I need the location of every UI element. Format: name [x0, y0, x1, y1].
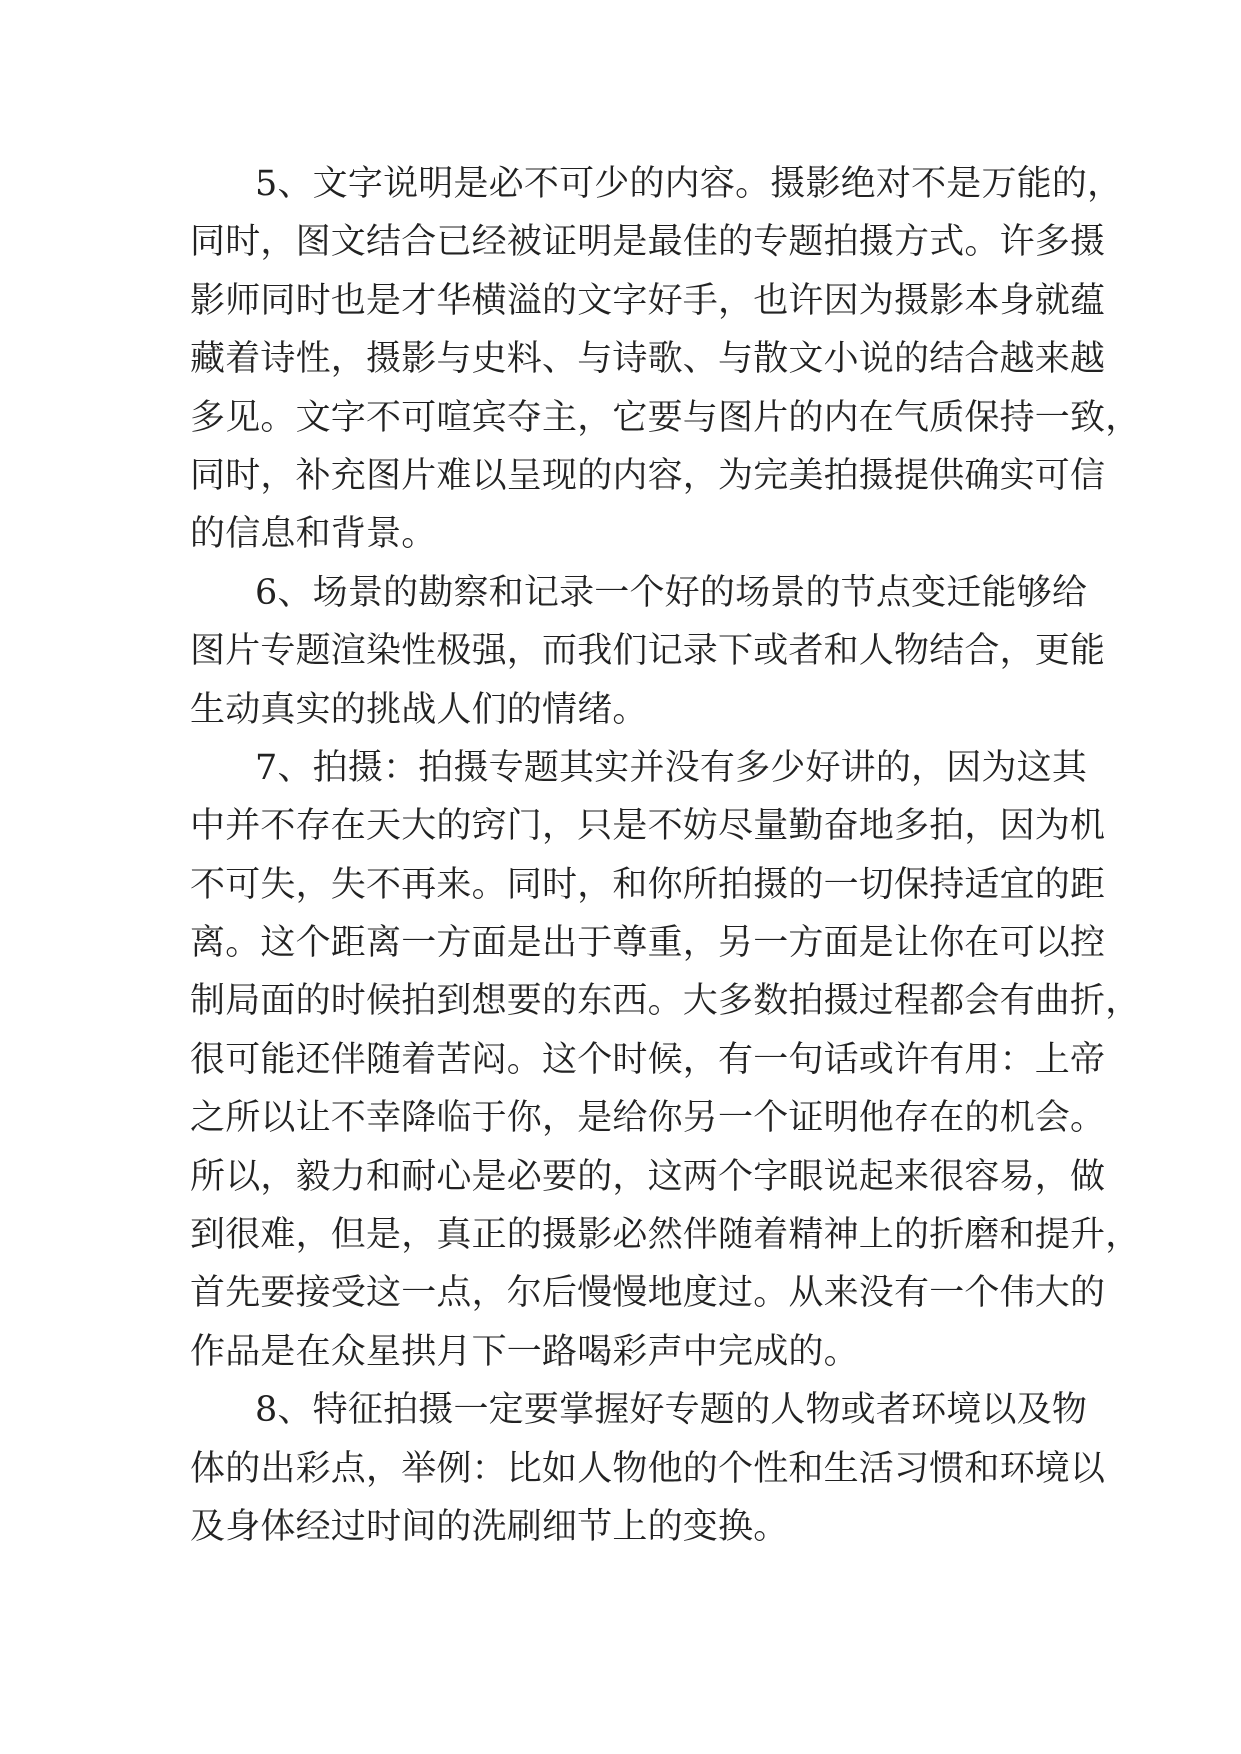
paragraph-line: 的信息和背景。 — [190, 514, 437, 555]
paragraph-line: 作品是在众星拱月下一路喝彩声中完成的。 — [190, 1331, 859, 1372]
paragraph-line: 及身体经过时间的洗刷细节上的变换。 — [190, 1506, 789, 1547]
paragraph-line: 离。这个距离一方面是出于尊重，另一方面是让你在可以控 — [190, 923, 1106, 964]
paragraph-line: 体的出彩点，举例：比如人物他的个性和生活习惯和环境以 — [190, 1448, 1106, 1489]
paragraph-line: 同时，补充图片难以呈现的内容，为完美拍摄提供确实可信 — [190, 455, 1106, 496]
paragraph-line: 不可失，失不再来。同时，和你所拍摄的一切保持适宜的距 — [190, 864, 1106, 905]
paragraph-line: 影师同时也是才华横溢的文字好手，也许因为摄影本身就蕴 — [190, 280, 1106, 321]
paragraph-line: 8、特征拍摄一定要掌握好专题的人物或者环境以及物 — [255, 1390, 1088, 1431]
paragraph-line: 到很难，但是，真正的摄影必然伴随着精神上的折磨和提升， — [190, 1215, 1141, 1256]
paragraph-5 — [190, 155, 1141, 564]
paragraph-8 — [190, 1381, 1106, 1556]
paragraph-line: 所以，毅力和耐心是必要的，这两个字眼说起来很容易，做 — [190, 1156, 1106, 1197]
paragraph-line: 首先要接受这一点，尔后慢慢地度过。从来没有一个伟大的 — [190, 1273, 1106, 1314]
paragraph-line: 同时，图文结合已经被证明是最佳的专题拍摄方式。许多摄 — [190, 222, 1106, 263]
paragraph-6 — [190, 564, 1106, 739]
paragraph-line: 之所以让不幸降临于你，是给你另一个证明他存在的机会。 — [190, 1098, 1106, 1139]
paragraph-line: 中并不存在天大的窍门，只是不妨尽量勤奋地多拍，因为机 — [190, 806, 1106, 847]
paragraph-line: 7、拍摄：拍摄专题其实并没有多少好讲的，因为这其 — [255, 747, 1088, 788]
paragraph-line: 5、文字说明是必不可少的内容。摄影绝对不是万能的， — [255, 164, 1123, 204]
paragraph-7 — [190, 739, 1141, 1381]
paragraph-line: 6、场景的勘察和记录一个好的场景的节点变迁能够给 — [255, 572, 1088, 613]
paragraph-line: 藏着诗性，摄影与史料、与诗歌、与散文小说的结合越来越 — [190, 339, 1106, 380]
paragraph-line: 多见。文字不可喧宾夺主，它要与图片的内在气质保持一致， — [190, 397, 1141, 438]
paragraph-line: 制局面的时候拍到想要的东西。大多数拍摄过程都会有曲折， — [190, 981, 1141, 1022]
paragraph-line: 生动真实的挑战人们的情绪。 — [190, 689, 648, 730]
paragraph-line: 很可能还伴随着苦闷。这个时候，有一句话或许有用：上帝 — [190, 1039, 1106, 1080]
paragraph-line: 图片专题渲染性极强，而我们记录下或者和人物结合，更能 — [190, 631, 1106, 672]
body-text — [190, 155, 1141, 1556]
